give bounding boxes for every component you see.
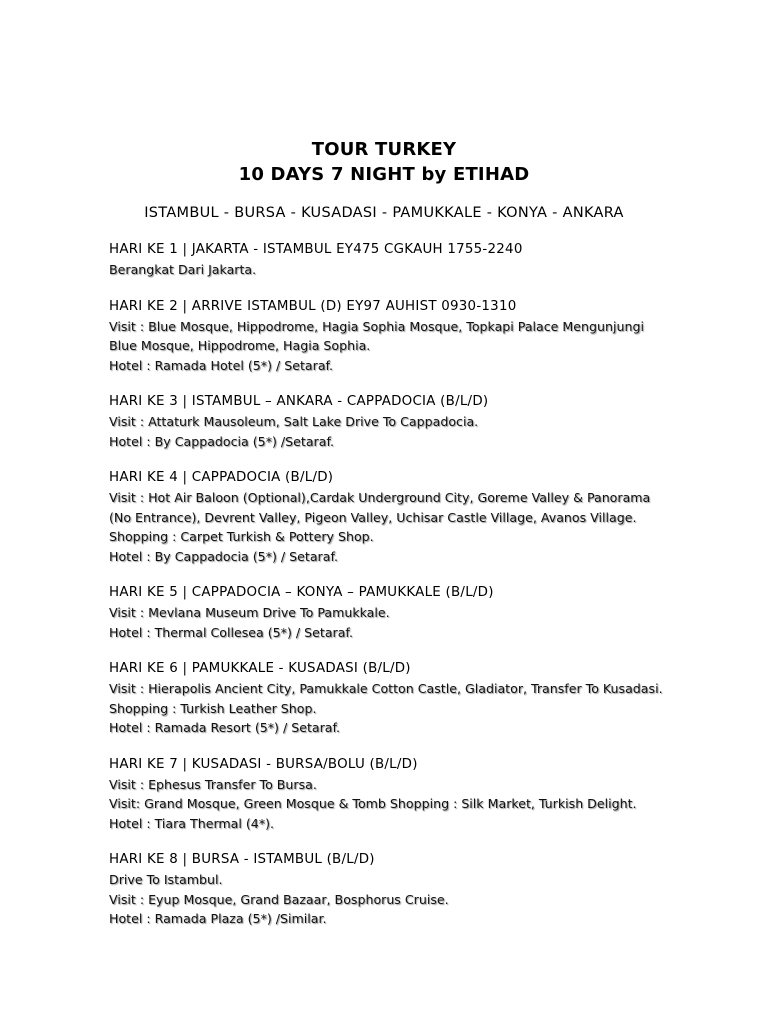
itinerary-day bbox=[109, 240, 749, 280]
itinerary-day bbox=[109, 297, 749, 376]
day-detail-line: Visit : Attaturk Mausoleum, Salt Lake Drive To Cappadocia. bbox=[109, 414, 479, 429]
day-detail-line: Blue Mosque, Hippodrome, Hagia Sophia. bbox=[109, 338, 371, 353]
route-line: ISTAMBUL - BURSA - KUSADASI - PAMUKKALE - KONYA - ANKARA bbox=[144, 205, 624, 221]
day-detail-line: Visit : Ephesus Transfer To Bursa. bbox=[109, 776, 317, 792]
day-detail-line: Hotel : By Cappadocia (5*) /Setaraf. bbox=[109, 433, 334, 449]
day-detail-line: Hotel : By Cappadocia (5*) / Setaraf. bbox=[109, 548, 338, 564]
day-detail-line: Visit : Hierapolis Ancient City, Pamukkale Cotton Castle, Gladiator, Transfer To Kusadasi. bbox=[109, 681, 663, 696]
itinerary-day bbox=[109, 850, 749, 929]
document-subtitle: 10 DAYS 7 NIGHT by ETIHAD bbox=[238, 164, 530, 185]
day-detail-line: Hotel : Tiara Thermal (4*). bbox=[109, 815, 275, 831]
day-heading: HARI KE 5 | CAPPADOCIA – KONYA – PAMUKKALE (B/L/D) bbox=[109, 585, 494, 600]
day-heading: HARI KE 2 | ARRIVE ISTAMBUL (D) EY97 AUHIST 0930-1310 bbox=[109, 298, 517, 314]
itinerary-day bbox=[109, 755, 749, 834]
day-detail-line: Hotel : Ramada Plaza (5*) /Similar. bbox=[109, 911, 327, 926]
day-detail-line: Shopping : Turkish Leather Shop. bbox=[109, 700, 317, 716]
day-detail-line: Visit: Grand Mosque, Green Mosque & Tomb Shopping : Silk Market, Turkish Delight. bbox=[109, 796, 637, 811]
day-detail-line: Hotel : Ramada Resort (5*) / Setaraf. bbox=[109, 720, 341, 735]
day-heading: HARI KE 4 | CAPPADOCIA (B/L/D) bbox=[109, 470, 334, 485]
itinerary-day bbox=[109, 392, 749, 451]
day-detail-line: Visit : Blue Mosque, Hippodrome, Hagia Sophia Mosque, Topkapi Palace Mengunjungi bbox=[109, 318, 644, 334]
day-detail-line: (No Entrance), Devrent Valley, Pigeon Valley, Uchisar Castle Village, Avanos Village. bbox=[109, 509, 637, 525]
day-detail-line: Shopping : Carpet Turkish & Pottery Shop. bbox=[109, 529, 374, 544]
itinerary-day bbox=[109, 583, 749, 642]
itinerary-list bbox=[109, 240, 749, 946]
day-heading: HARI KE 8 | BURSA - ISTAMBUL (B/L/D) bbox=[109, 852, 375, 867]
day-heading: HARI KE 7 | KUSADASI - BURSA/BOLU (B/L/D) bbox=[109, 756, 418, 772]
itinerary-day bbox=[109, 659, 749, 738]
itinerary-day bbox=[109, 468, 749, 566]
document-title: TOUR TURKEY bbox=[311, 139, 457, 160]
day-detail-line: Berangkat Dari Jakarta. bbox=[109, 262, 257, 277]
day-heading: HARI KE 3 | ISTAMBUL – ANKARA - CAPPADOCIA (B/L/D) bbox=[109, 394, 489, 409]
day-heading: HARI KE 6 | PAMUKKALE - KUSADASI (B/L/D) bbox=[109, 661, 411, 676]
day-detail-line: Hotel : Thermal Collesea (5*) / Setaraf. bbox=[109, 624, 353, 640]
day-detail-line: Visit : Hot Air Baloon (Optional),Cardak Underground City, Goreme Valley & Panorama bbox=[109, 490, 651, 505]
day-detail-line: Hotel : Ramada Hotel (5*) / Setaraf. bbox=[109, 357, 334, 373]
day-detail-line: Drive To Istambul. bbox=[109, 872, 223, 887]
day-detail-line: Visit : Eyup Mosque, Grand Bazaar, Bosphorus Cruise. bbox=[109, 891, 449, 907]
day-heading: HARI KE 1 | JAKARTA - ISTAMBUL EY475 CGKAUH 1755-2240 bbox=[109, 242, 523, 257]
day-detail-line: Visit : Mevlana Museum Drive To Pamukkale. bbox=[109, 605, 390, 620]
